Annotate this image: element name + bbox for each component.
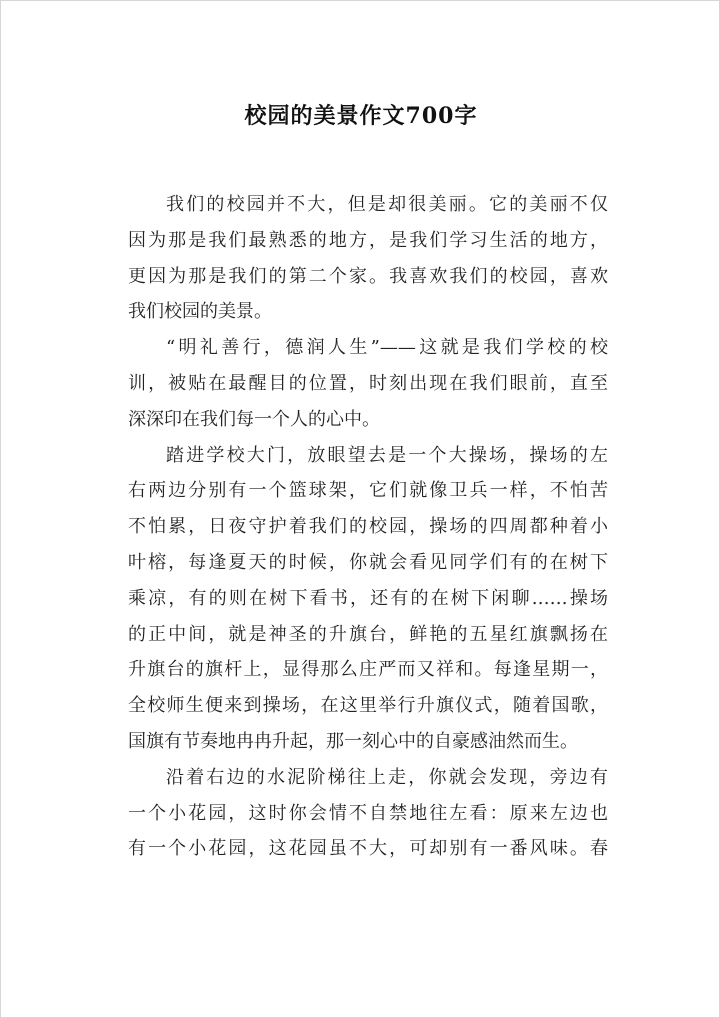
- text-line: 沿着右边的水泥阶梯往上走，你就会发现，旁边有: [166, 766, 608, 788]
- text-line: 升旗台的旗杆上，显得那么庄严而又祥和。每逢星期一，: [128, 659, 608, 681]
- text-line: 全校师生便来到操场，在这里举行升旗仪式，随着国歌，: [128, 695, 608, 717]
- text-line: 叶榕，每逢夏天的时候，你就会看见同学们有的在树下: [128, 551, 608, 573]
- text-line: 国旗有节奏地冉冉升起，那一刻心中的自豪感油然而生。: [128, 730, 578, 752]
- text-line: 深深印在我们每一个人的心中。: [128, 408, 380, 430]
- text-line: 乘凉，有的则在树下看书，还有的在树下闲聊……操场: [128, 587, 608, 609]
- text-line: 不怕累，日夜守护着我们的校园，操场的四周都种着小: [128, 516, 608, 538]
- text-line: 更因为那是我们的第二个家。我喜欢我们的校园，喜欢: [128, 265, 608, 287]
- text-line: 有一个小花园，这花园虽不大，可却别有一番风味。春: [128, 838, 608, 860]
- text-line: 训，被贴在最醒目的位置，时刻出现在我们眼前，直至: [128, 372, 608, 394]
- text-line: 一个小花园，这时你会情不自禁地往左看：原来左边也: [128, 802, 608, 824]
- document-title: 校园的美景作文700字: [244, 103, 478, 129]
- text-line: 我们的校园并不大，但是却很美丽。它的美丽不仅: [166, 194, 608, 215]
- text-line: 踏进学校大门，放眼望去是一个大操场，操场的左: [166, 444, 608, 466]
- text-line: 的正中间，就是神圣的升旗台，鲜艳的五星红旗飘扬在: [128, 623, 608, 645]
- text-line: 右两边分别有一个篮球架，它们就像卫兵一样，不怕苦: [128, 480, 608, 502]
- essay-body: [128, 187, 608, 867]
- text-line: 因为那是我们最熟悉的地方，是我们学习生活的地方，: [128, 229, 608, 251]
- text-line: “明礼善行，德润人生”——这就是我们学校的校: [166, 337, 608, 359]
- text-line: 我们校园的美景。: [128, 301, 272, 323]
